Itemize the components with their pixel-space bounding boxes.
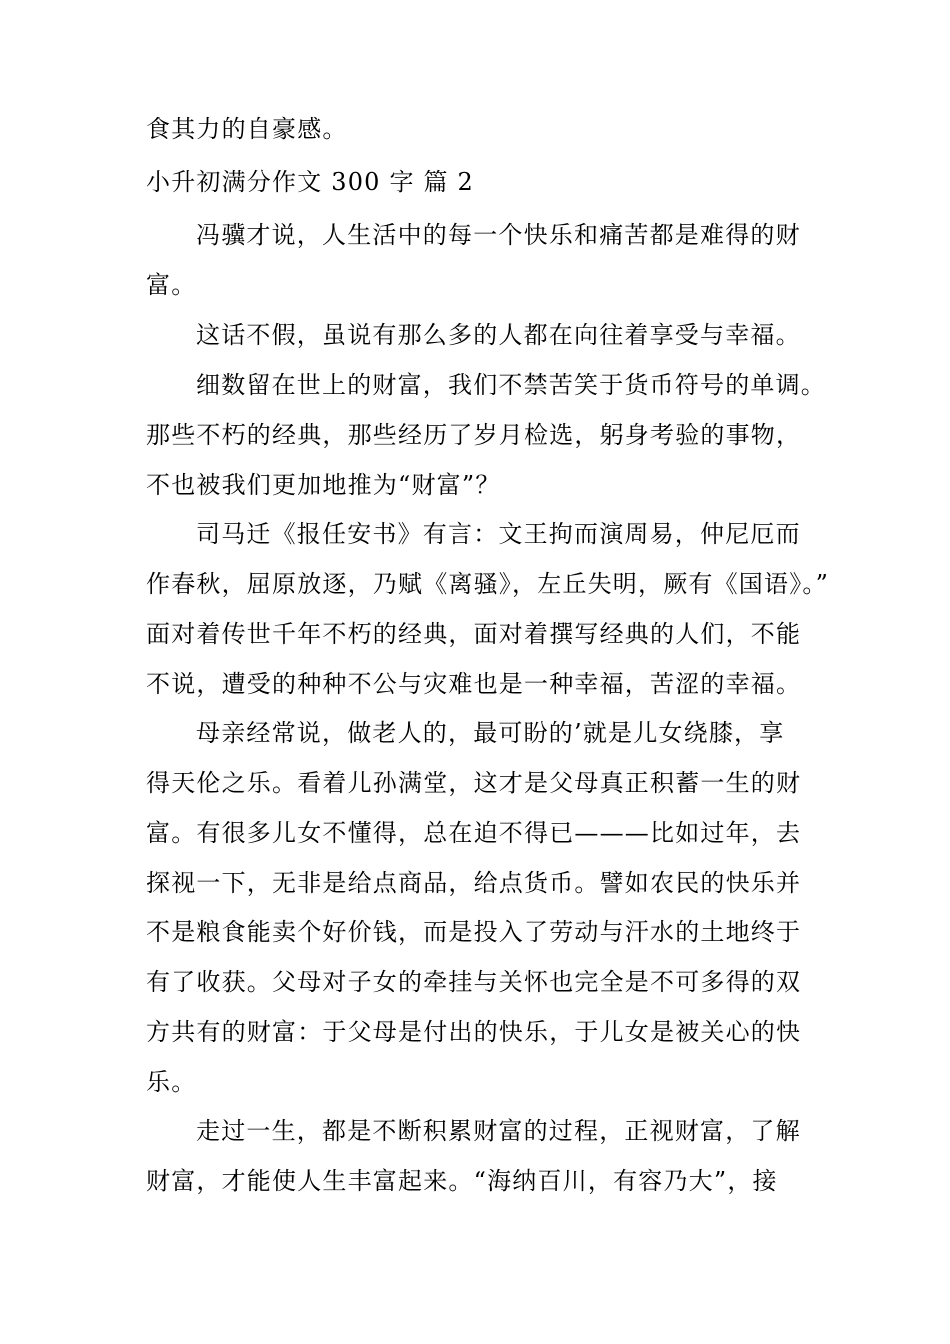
- text-line: 方共有的财富：于父母是付出的快乐，于儿女是被关心的快: [146, 1018, 802, 1046]
- text-line: 得天伦之乐。看着儿孙满堂，这才是父母真正积蓄一生的财: [146, 769, 802, 797]
- text-line: 不也被我们更加地推为“财富”？: [146, 471, 501, 499]
- text-line: 冯骥才说，人生活中的每一个快乐和痛苦都是难得的财: [196, 221, 801, 249]
- text-line: 作春秋，屈原放逐，乃赋《离骚》，左丘失明，厥有《国语》。”: [146, 570, 830, 598]
- text-line: 不是粮食能卖个好价钱，而是投入了劳动与汗水的土地终于: [146, 918, 802, 946]
- text-line: 不说，遭受的种种不公与灾难也是一种幸福，苦涩的幸福。: [146, 670, 802, 698]
- text-line: 有了收获。父母对子女的牵挂与关怀也完全是不可多得的双: [146, 968, 802, 996]
- text-line: 探视一下，无非是给点商品，给点货币。譬如农民的快乐并: [146, 869, 802, 897]
- text-line: 财富，才能使人生丰富起来。“海纳百川，有容乃大”，接: [146, 1167, 778, 1195]
- text-line: 母亲经常说，做老人的，最可盼的’就是儿女绕膝，享: [196, 719, 785, 747]
- text-line: 面对着传世千年不朽的经典，面对着撰写经典的人们，不能: [146, 620, 802, 648]
- text-line: 司马迁《报任安书》有言：文王拘而演周易，仲尼厄而: [196, 520, 801, 548]
- text-line: 富。: [146, 271, 197, 299]
- section-heading: 小升初满分作文 300 字 篇 2: [146, 168, 474, 196]
- text-line: 那些不朽的经典，那些经历了岁月检选，躬身考验的事物，: [146, 421, 802, 449]
- text-line: 这话不假，虽说有那么多的人都在向往着享受与幸福。: [196, 321, 801, 349]
- text-line: 食其力的自豪感。: [146, 115, 348, 143]
- text-line: 走过一生，都是不断积累财富的过程，正视财富，了解: [196, 1117, 801, 1145]
- text-line: 富。有很多儿女不懂得，总在迫不得已———比如过年，去: [146, 819, 802, 847]
- text-line: 乐。: [146, 1068, 197, 1096]
- text-line: 细数留在世上的财富，我们不禁苦笑于货币符号的单调。: [196, 371, 826, 399]
